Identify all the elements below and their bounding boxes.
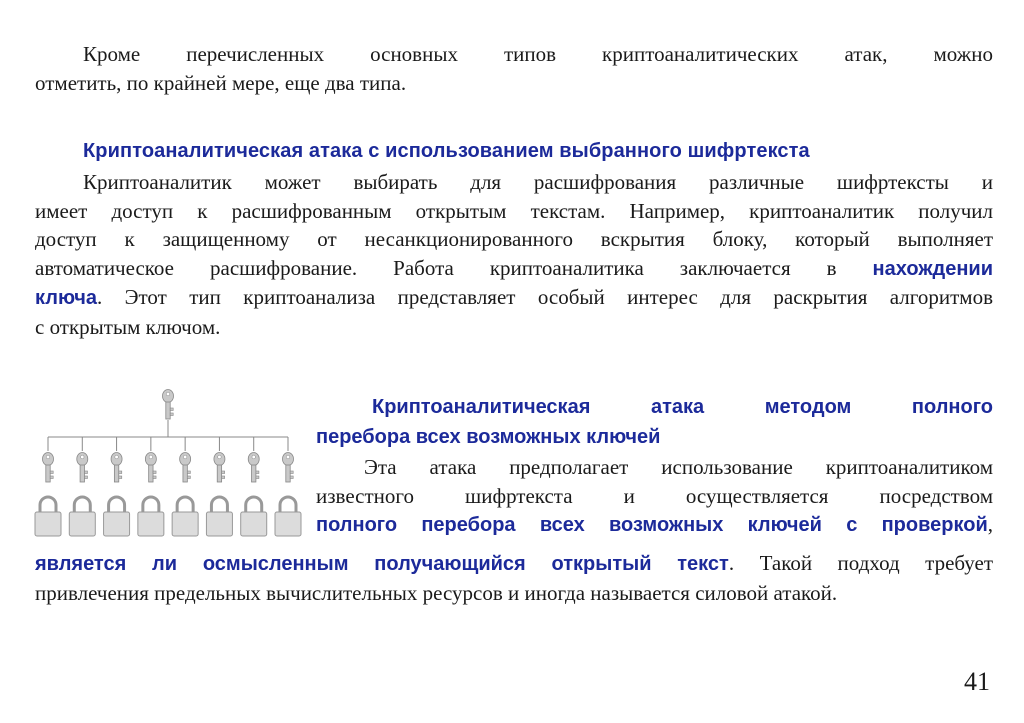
keys-row	[43, 437, 294, 482]
intro-paragraph	[35, 40, 993, 97]
padlock-icon	[69, 497, 95, 536]
padlock-icon	[35, 497, 61, 536]
section1-heading: Криптоаналитическая атака с использованием выбранного шифртекста	[83, 140, 810, 162]
key-icon	[145, 453, 156, 483]
key-icon	[214, 453, 225, 483]
section1-line-6: с открытым ключом.	[35, 314, 221, 339]
highlight-key-finding: нахождении	[872, 257, 993, 280]
key-icon	[77, 453, 88, 483]
padlock-icon	[275, 497, 301, 536]
padlock-icon	[241, 497, 267, 536]
highlight-meaningful-text: является ли осмысленным получающийся открытый текст	[35, 553, 729, 575]
section2-line-4	[35, 549, 993, 579]
root-key-icon	[163, 390, 174, 420]
highlight-bruteforce: полного перебора всех возможных ключей с проверкой	[316, 514, 988, 536]
section2-heading-line-1: Криптоаналитическая атака методом полного	[372, 396, 993, 418]
highlight-key: ключа	[35, 287, 98, 309]
section1-line-5-text: . Этот тип криптоанализа представляет особый интерес для раскрытия алгоритмов	[97, 285, 993, 309]
section1-line-2: имеет доступ к расшифрованным открытым текстам. Например, криптоаналитик получил	[35, 198, 993, 223]
section2-heading-line-2: перебора всех возможных ключей	[316, 426, 661, 448]
section1-line-5	[35, 283, 993, 313]
section2-line-2: известного шифртекста и осуществляется посредством	[316, 483, 993, 508]
intro-line-1: Кроме перечисленных основных типов криптоаналитических атак, можно	[83, 42, 993, 66]
section2-line-4-text: . Такой подход требует	[728, 551, 993, 575]
padlock-icon	[206, 497, 232, 536]
key-icon	[111, 453, 122, 483]
section2-line-3	[316, 510, 993, 540]
intro-line-2: отметить, по крайней мере, еще два типа.	[35, 70, 407, 95]
section2-heading	[316, 392, 993, 452]
key-icon	[248, 453, 259, 483]
key-icon	[43, 453, 54, 483]
section2-line-1: Эта атака предполагает использование криптоаналитиком	[364, 455, 993, 479]
section2-paragraph	[316, 453, 993, 540]
section1-line-1: Криптоаналитик может выбирать для расшифрования различные шифртексты и	[83, 170, 993, 194]
padlock-icon	[104, 497, 130, 536]
key-icon	[180, 453, 191, 483]
padlock-icon	[172, 497, 198, 536]
section1-paragraph	[35, 168, 993, 341]
section1-line-3: доступ к защищенному от несанкционированного вскрытия блоку, который выполняет	[35, 227, 993, 251]
key-icon	[283, 453, 294, 483]
section2-line-3-text: ,	[987, 512, 993, 536]
padlock-icon	[138, 497, 164, 536]
section1-line-4	[35, 254, 993, 284]
section1-line-4-text: автоматическое расшифрование. Работа криптоаналитика заключается в	[35, 255, 873, 280]
section2-paragraph-continued	[35, 549, 993, 607]
locks-row	[35, 497, 301, 536]
section2-line-5: привлечения предельных вычислительных ресурсов и иногда называется силовой атакой.	[35, 580, 838, 605]
keys-locks-illustration	[28, 385, 308, 550]
page-number: 41	[964, 667, 990, 696]
